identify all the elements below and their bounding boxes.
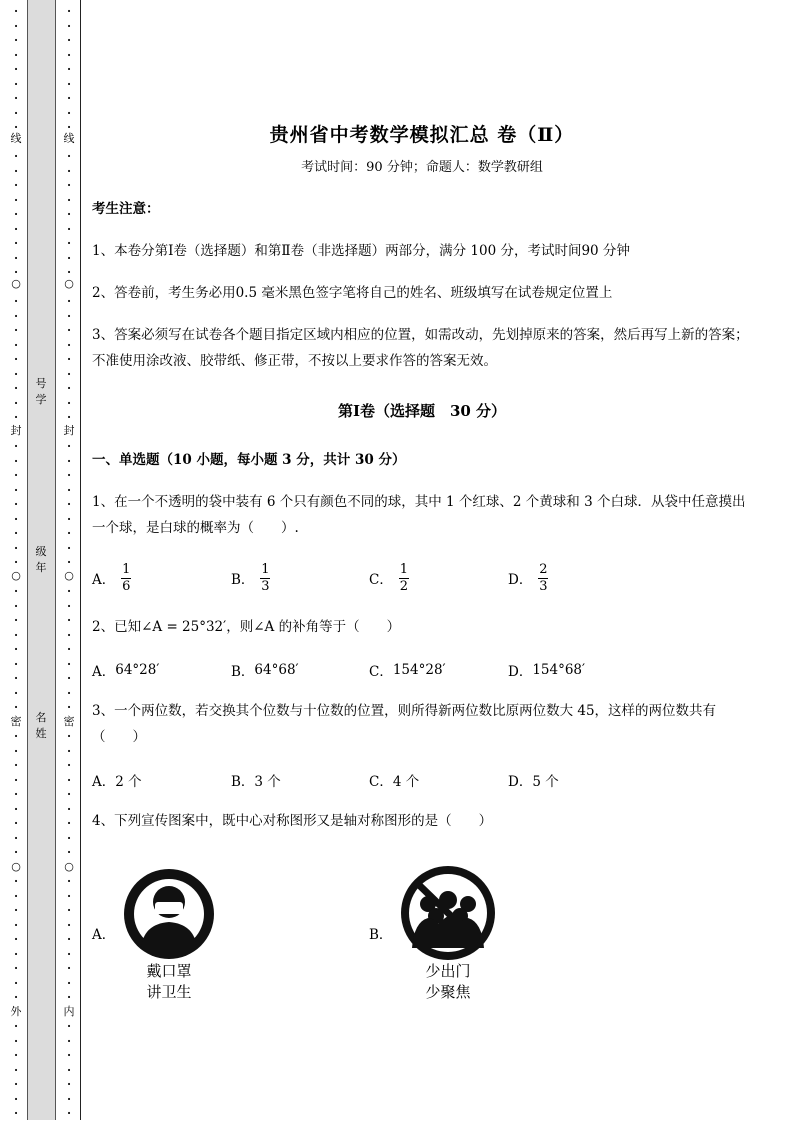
- option-b[interactable]: [231, 650, 299, 690]
- binding-dot: ·: [67, 483, 71, 497]
- binding-mark: ○: [11, 277, 21, 290]
- binding-dot: ·: [14, 976, 18, 990]
- binding-dot: ·: [14, 367, 18, 381]
- binding-dot: ·: [67, 585, 71, 598]
- binding-dot: ·: [14, 628, 18, 642]
- option-value: 2 个: [115, 774, 142, 790]
- binding-dot: ·: [67, 179, 71, 192]
- notice-item-1: 1、本卷分第Ⅰ卷（选择题）和第Ⅱ卷（非选择题）两部分，满分 100 分，考试时间90 分钟: [92, 243, 630, 259]
- binding-mark: ○: [64, 860, 74, 873]
- binding-mark: 线: [10, 132, 22, 145]
- part-heading: 一、单选题（10 小题，每小题 3 分，共计 30 分）: [92, 452, 406, 468]
- binding-dot: ·: [14, 396, 18, 410]
- binding-dot: ·: [14, 831, 18, 845]
- fraction: [399, 563, 409, 594]
- option-letter: B．: [231, 664, 255, 680]
- grade-label: 级年: [35, 545, 47, 574]
- option-a[interactable]: [92, 760, 142, 800]
- binding-mark: 密: [63, 715, 75, 728]
- option-b[interactable]: [231, 760, 281, 800]
- binding-dot: ·: [67, 889, 71, 903]
- binding-dot: ·: [14, 77, 18, 91]
- binding-dot: ·: [14, 1078, 18, 1091]
- binding-dot: ·: [67, 411, 71, 424]
- option-value: 3 个: [254, 774, 281, 790]
- binding-dot: ·: [14, 1020, 18, 1033]
- binding-dot: ·: [67, 556, 71, 569]
- option-value: 5 个: [532, 774, 559, 790]
- denominator: 6: [122, 578, 131, 594]
- binding-dot: ·: [14, 150, 18, 163]
- question-3-text: 3、一个两位数，若交换其个位数与十位数的位置，则所得新两位数比原两位数大 45，这样的两位数共有（ ）: [92, 703, 717, 745]
- binding-dot: ·: [14, 5, 18, 18]
- binding-dot: ·: [67, 382, 71, 395]
- option-value: 154°28′: [392, 662, 446, 678]
- question-2-options: [92, 650, 752, 690]
- binding-dot: ·: [14, 585, 18, 598]
- binding-dot: ·: [67, 77, 71, 91]
- binding-dot: ·: [67, 1107, 71, 1120]
- binding-dot: ·: [14, 469, 18, 482]
- option-letter: C．: [369, 664, 393, 680]
- binding-dot: ·: [67, 1034, 71, 1048]
- denominator: 2: [399, 578, 408, 594]
- binding-dot: ·: [67, 773, 71, 787]
- binding-dot: ·: [14, 889, 18, 903]
- binding-dot: ·: [14, 382, 18, 395]
- binding-dot: ·: [67, 933, 71, 946]
- binding-dot: ·: [14, 353, 18, 366]
- option-b[interactable]: [231, 558, 270, 598]
- binding-dot: ·: [14, 222, 18, 236]
- binding-dot: ·: [14, 962, 18, 975]
- binding-dot: ·: [14, 63, 18, 76]
- binding-dot: ·: [14, 411, 18, 424]
- binding-dot: ·: [14, 266, 18, 279]
- option-letter: D．: [508, 664, 533, 680]
- binding-dot: ·: [14, 904, 18, 917]
- name-label: 名姓: [35, 711, 47, 740]
- binding-dot: ·: [14, 1092, 18, 1106]
- binding-dot: ·: [14, 773, 18, 787]
- denominator: 3: [261, 578, 270, 594]
- fraction: [538, 563, 548, 594]
- binding-dot: ·: [67, 759, 71, 772]
- option-letter: B．: [231, 572, 255, 588]
- notice-heading: 考生注意：: [92, 201, 160, 217]
- binding-dot: ·: [14, 599, 18, 613]
- binding-dot: ·: [67, 338, 71, 352]
- binding-dot: ·: [14, 1063, 18, 1077]
- binding-dot: ·: [67, 440, 71, 453]
- caption-line: 少聚焦: [425, 983, 471, 1001]
- binding-dot: ·: [14, 295, 18, 308]
- binding-dot: ·: [67, 237, 71, 250]
- binding-dots-left: [10, 0, 22, 1123]
- option-letter: A．: [92, 774, 116, 790]
- binding-dot: ·: [14, 440, 18, 453]
- binding-dot: ·: [67, 730, 71, 743]
- binding-dot: ·: [14, 802, 18, 816]
- notice-item-3: 3、答案必须写在试卷各个题目指定区域内相应的位置，如需改动，先划掉原来的答案，然后再写上新的答案；不准使用涂改液、胶带纸、修正带，不按以上要求作答的答案无效。: [92, 327, 749, 369]
- binding-dot: ·: [14, 338, 18, 352]
- binding-dot: ·: [14, 106, 18, 120]
- binding-dot: ·: [14, 193, 18, 207]
- option-a[interactable]: [92, 558, 131, 598]
- binding-dot: ·: [67, 947, 71, 961]
- numerator: 1: [261, 561, 270, 577]
- binding-dot: ·: [14, 1107, 18, 1120]
- binding-dot: ·: [67, 744, 71, 758]
- binding-dot: ·: [67, 396, 71, 410]
- no-crowd-icon[interactable]: [398, 864, 498, 962]
- binding-dot: ·: [14, 643, 18, 656]
- binding-dot: ·: [14, 686, 18, 700]
- option-a-letter[interactable]: A．: [92, 927, 116, 943]
- binding-dot: ·: [67, 904, 71, 917]
- question-1-text: 1、在一个不透明的袋中装有 6 个只有颜色不同的球，其中 1 个红球、2 个黄球和 3 个白球．从袋中任意摸出一个球，是白球的概率为（ ）.: [92, 494, 746, 536]
- binding-dot: ·: [67, 324, 71, 337]
- binding-dot: ·: [67, 1078, 71, 1091]
- binding-dot: ·: [67, 193, 71, 207]
- binding-dot: ·: [67, 1092, 71, 1106]
- binding-dot: ·: [67, 962, 71, 975]
- binding-dot: ·: [67, 1049, 71, 1062]
- binding-dot: ·: [67, 991, 71, 1004]
- binding-dot: ·: [67, 614, 71, 627]
- binding-mark: ○: [11, 860, 21, 873]
- binding-dot: ·: [14, 730, 18, 743]
- binding-dot: ·: [67, 106, 71, 120]
- question-3-options: [92, 760, 752, 800]
- binding-dots-right: [63, 0, 75, 1123]
- binding-dot: ·: [67, 976, 71, 990]
- binding-dot: ·: [67, 1063, 71, 1077]
- binding-dot: ·: [67, 527, 71, 540]
- binding-dot: ·: [67, 150, 71, 163]
- binding-dot: ·: [67, 875, 71, 888]
- option-c[interactable]: [369, 760, 419, 800]
- binding-dot: ·: [67, 512, 71, 526]
- binding-dot: ·: [67, 541, 71, 555]
- option-value: 64°68′: [254, 662, 299, 678]
- binding-mark: ○: [11, 569, 21, 582]
- binding-dot: ·: [14, 614, 18, 627]
- option-letter: C．: [369, 774, 393, 790]
- binding-mark: 内: [63, 1005, 75, 1018]
- binding-dot: ·: [14, 701, 18, 714]
- question-1-options: [92, 558, 752, 598]
- binding-dot: ·: [67, 469, 71, 482]
- binding-dot: ·: [14, 817, 18, 830]
- binding-dot: ·: [14, 947, 18, 961]
- option-c[interactable]: [369, 558, 409, 598]
- mask-icon[interactable]: [119, 866, 219, 962]
- binding-dot: ·: [14, 179, 18, 192]
- binding-dot: ·: [14, 527, 18, 540]
- binding-dot: ·: [67, 208, 71, 221]
- binding-dot: ·: [67, 788, 71, 801]
- binding-dot: ·: [14, 483, 18, 497]
- binding-dot: ·: [14, 92, 18, 105]
- binding-dot: ·: [67, 802, 71, 816]
- binding-dot: ·: [14, 121, 18, 134]
- binding-dot: ·: [14, 48, 18, 62]
- binding-dot: ·: [67, 309, 71, 323]
- binding-mark: 封: [63, 424, 75, 437]
- option-letter: B．: [231, 774, 255, 790]
- binding-dot: ·: [14, 1034, 18, 1048]
- binding-dot: ·: [67, 454, 71, 468]
- binding-dot: ·: [14, 454, 18, 468]
- binding-mark: ○: [64, 569, 74, 582]
- caption-line: 戴口罩: [146, 962, 192, 980]
- numerator: 2: [539, 561, 548, 577]
- binding-dot: ·: [14, 875, 18, 888]
- caption-line: 少出门: [425, 962, 471, 980]
- student-id-label: 号学: [35, 377, 47, 406]
- binding-dot: ·: [67, 92, 71, 105]
- numerator: 1: [122, 561, 131, 577]
- binding-dot: ·: [67, 672, 71, 685]
- numerator: 1: [399, 561, 408, 577]
- binding-dot: ·: [67, 657, 71, 671]
- fraction: [260, 563, 270, 594]
- binding-dot: ·: [67, 817, 71, 830]
- fraction: [121, 563, 131, 594]
- binding-dot: ·: [67, 367, 71, 381]
- option-value: 4 个: [392, 774, 420, 790]
- option-letter: D．: [508, 572, 533, 588]
- binding-dot: ·: [67, 353, 71, 366]
- option-letter: C．: [369, 572, 393, 588]
- binding-dot: ·: [67, 251, 71, 265]
- binding-dot: ·: [67, 121, 71, 134]
- binding-dot: ·: [67, 63, 71, 76]
- option-value: 64°28′: [115, 662, 160, 678]
- binding-dot: ·: [14, 208, 18, 221]
- binding-dot: ·: [67, 918, 71, 932]
- binding-dot: ·: [67, 1020, 71, 1033]
- binding-dot: ·: [14, 164, 18, 178]
- binding-dot: ·: [14, 541, 18, 555]
- binding-dot: ·: [14, 556, 18, 569]
- binding-dot: ·: [67, 498, 71, 511]
- binding-mark: 封: [10, 424, 22, 437]
- binding-dot: ·: [67, 846, 71, 859]
- binding-dot: ·: [67, 643, 71, 656]
- binding-dot: ·: [67, 19, 71, 33]
- option-d[interactable]: [508, 650, 585, 690]
- page-subtitle: 考试时间：90 分钟；命题人：数学教研组: [301, 160, 543, 175]
- binding-dot: ·: [67, 701, 71, 714]
- option-b-letter[interactable]: B．: [369, 927, 393, 943]
- binding-dot: ·: [14, 918, 18, 932]
- option-b-caption: [398, 961, 498, 1003]
- option-value: 154°68′: [532, 662, 586, 678]
- binding-dot: ·: [67, 164, 71, 178]
- binding-dot: ·: [14, 759, 18, 772]
- binding-mark: 线: [63, 132, 75, 145]
- binding-dot: ·: [14, 933, 18, 946]
- binding-dot: ·: [14, 498, 18, 511]
- option-letter: D．: [508, 774, 533, 790]
- binding-dot: ·: [14, 309, 18, 323]
- binding-dot: ·: [14, 251, 18, 265]
- binding-dot: ·: [67, 628, 71, 642]
- binding-dot: ·: [67, 5, 71, 18]
- question-4-text: 4、下列宣传图案中，既中心对称图形又是轴对称图形的是（ ）: [92, 813, 493, 829]
- binding-dot: ·: [67, 686, 71, 700]
- binding-dot: ·: [67, 48, 71, 62]
- option-d[interactable]: [508, 760, 559, 800]
- section-title: 第Ⅰ卷（选择题 30 分）: [337, 402, 507, 420]
- notice-item-2: 2、答卷前，考生务必用0.5 毫米黑色签字笔将自己的姓名、班级填写在试卷规定位置上: [92, 285, 613, 301]
- binding-dot: ·: [14, 991, 18, 1004]
- binding-dot: ·: [14, 1049, 18, 1062]
- binding-dot: ·: [14, 34, 18, 47]
- option-c[interactable]: [369, 650, 446, 690]
- binding-dot: ·: [14, 657, 18, 671]
- binding-strip: [0, 0, 82, 1123]
- option-a-caption: [119, 961, 219, 1003]
- question-2-text: 2、已知∠A = 25°32′，则∠A 的补角等于（ ）: [92, 619, 401, 635]
- binding-dot: ·: [67, 34, 71, 47]
- binding-dot: ·: [67, 266, 71, 279]
- page-title: 贵州省中考数学模拟汇总 卷（Ⅱ）: [269, 124, 575, 146]
- binding-dot: ·: [14, 846, 18, 859]
- binding-mark: 密: [10, 715, 22, 728]
- binding-dot: ·: [14, 512, 18, 526]
- binding-mark: 外: [10, 1005, 22, 1018]
- binding-dot: ·: [67, 222, 71, 236]
- option-letter: A．: [92, 664, 116, 680]
- option-a[interactable]: [92, 650, 159, 690]
- binding-dot: ·: [67, 831, 71, 845]
- option-letter: A．: [92, 572, 116, 588]
- binding-dot: ·: [14, 324, 18, 337]
- binding-dot: ·: [14, 788, 18, 801]
- binding-line: [80, 0, 81, 1120]
- binding-dot: ·: [14, 19, 18, 33]
- binding-mark: ○: [64, 277, 74, 290]
- caption-line: 讲卫生: [146, 983, 192, 1001]
- option-d[interactable]: [508, 558, 548, 598]
- binding-dot: ·: [67, 599, 71, 613]
- binding-dot: ·: [67, 295, 71, 308]
- binding-dot: ·: [14, 237, 18, 250]
- binding-dot: ·: [14, 744, 18, 758]
- denominator: 3: [539, 578, 548, 594]
- binding-dot: ·: [14, 672, 18, 685]
